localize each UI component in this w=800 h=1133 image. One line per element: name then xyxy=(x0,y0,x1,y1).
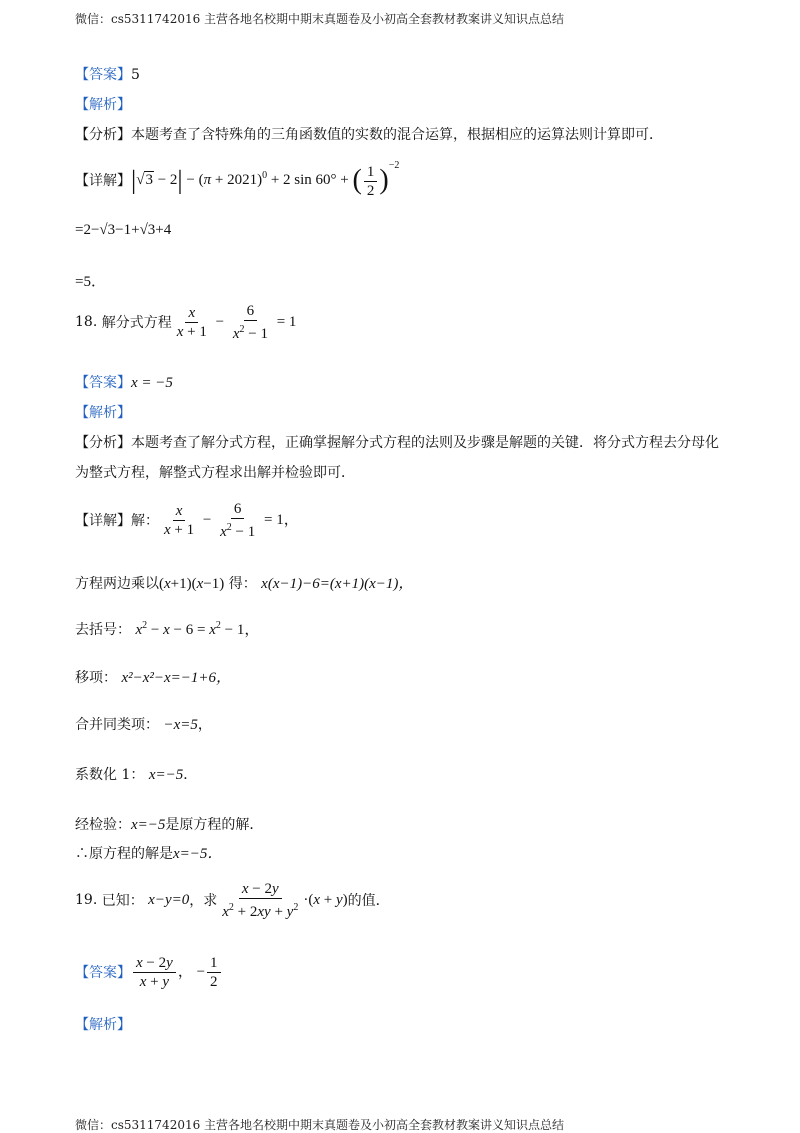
page-footer: 微信：cs5311742016 主营各地名校期中期末真题卷及小初高全套教材教案讲义知识点总结 xyxy=(75,1118,565,1132)
step-label: 去括号： xyxy=(75,622,131,638)
q18-step-coef: 系数化 1： x=−5． xyxy=(75,767,198,783)
q18-fenxi-line1 xyxy=(75,432,719,452)
q18-answer: x = −5 xyxy=(131,375,173,391)
q18-step-expand xyxy=(75,618,259,639)
q18-conclusion xyxy=(75,842,222,863)
q18-prompt: 解分式方程 xyxy=(101,315,172,331)
q18-check xyxy=(75,814,263,834)
q19-question xyxy=(75,878,390,922)
conclusion-label: ∴原方程的解是 xyxy=(75,846,173,862)
answer-label: 【答案】 xyxy=(75,965,131,981)
q17-expression: $|√3 - 2| - (\pi + 2021)^0 + 2$ sin 60° + ( $\frac{1}{2}$ )$^{-2}$ xyxy=(131,160,400,199)
step-equation: x(x−1)−6=(x+1)(x−1)， xyxy=(261,576,414,592)
step-equation: −x=5 xyxy=(163,717,198,733)
q17-answer: 5 xyxy=(131,67,140,83)
conclusion-equation: x=−5． xyxy=(173,846,223,862)
q18-step-combine: 合并同类项： −x=5， xyxy=(75,717,212,733)
q18-step-move xyxy=(75,666,231,687)
q17-detail xyxy=(75,152,399,208)
step-label: 方程两边乘以 xyxy=(75,576,159,592)
q19-number: 19. xyxy=(75,892,98,908)
q17-answer-line xyxy=(75,64,140,84)
step-equation: $x^2 - x - 6 = x^2 - 1$， xyxy=(135,620,260,638)
analysis-label: 【解析】 xyxy=(75,405,131,421)
analysis-label: 【解析】 xyxy=(75,97,131,113)
fenxi-label: 【分析】 xyxy=(75,127,131,143)
q19-ask: ，求 xyxy=(189,893,218,909)
step-label: 系数化 1： xyxy=(75,767,145,783)
q18-detail-prefix: 解： xyxy=(131,513,159,529)
check-tail: 是原方程的解． xyxy=(165,817,264,833)
q17-step2: =5． xyxy=(75,274,106,290)
step-label: 合并同类项： xyxy=(75,717,159,733)
q19-given: 已知： xyxy=(101,893,144,909)
q18-fenxi-line2: 为整式方程，解整式方程求出解并检验即可． xyxy=(75,465,355,481)
q18-question xyxy=(75,302,296,342)
q18-detail xyxy=(75,500,299,540)
q19-answer-sep: ， xyxy=(177,963,193,980)
detail-label: 【详解】 xyxy=(75,173,131,189)
answer-label: 【答案】 xyxy=(75,67,131,83)
q17-fenxi xyxy=(75,124,663,144)
analysis-label: 【解析】 xyxy=(75,1017,131,1033)
q19-ask-tail: 的值． xyxy=(347,893,390,909)
q17-fenxi-text: 本题考查了含特殊角的三角函数值的实数的混合运算，根据相应的运算法则计算即可． xyxy=(131,127,663,143)
step-equation: x=−5 xyxy=(148,767,184,783)
check-label: 经检验： xyxy=(75,817,131,833)
check-equation: x=−5 xyxy=(131,817,166,833)
step-mid: 得： xyxy=(228,576,257,592)
q19-answer-line xyxy=(75,950,223,994)
q19-given-equation: x−y=0 xyxy=(148,891,190,908)
step-equation: x²−x²−x=−1+6， xyxy=(121,670,232,686)
q18-fenxi-text1: 本题考查了解分式方程，正确掌握解分式方程的法则及步骤是解题的关键．将分式方程去分母化 xyxy=(131,435,719,451)
q19-answer-expression: $\frac{x - 2y}{x + y}$ ， − $\frac{1}{2}$ xyxy=(131,954,223,991)
q19-expression: $\frac{x - 2y}{x^2 + 2xy + y^2}$ ·(x + y) xyxy=(222,880,348,920)
page-header: 微信：cs5311742016 主营各地名校期中期末真题卷及小初高全套教材教案讲义知识点总结 xyxy=(75,12,565,26)
q18-number: 18. xyxy=(75,314,98,330)
q18-detail-equation: $\frac{x}{x + 1}$ − $\frac{6}{x^2 - 1}$ = 1， xyxy=(164,500,299,540)
q17-step1: =2−√3−1+√3+4 xyxy=(75,222,172,238)
answer-label: 【答案】 xyxy=(75,375,131,391)
step-label: 移项： xyxy=(75,670,117,686)
q18-step-multiply xyxy=(75,572,413,593)
q18-answer-line xyxy=(75,372,173,392)
multiplier: (x+1)(x−1) xyxy=(159,576,225,592)
fenxi-label: 【分析】 xyxy=(75,435,131,451)
q18-equation: $\frac{x}{x + 1}$ − $\frac{6}{x^2 - 1}$ = 1 xyxy=(176,302,297,342)
detail-label: 【详解】 xyxy=(75,513,131,529)
